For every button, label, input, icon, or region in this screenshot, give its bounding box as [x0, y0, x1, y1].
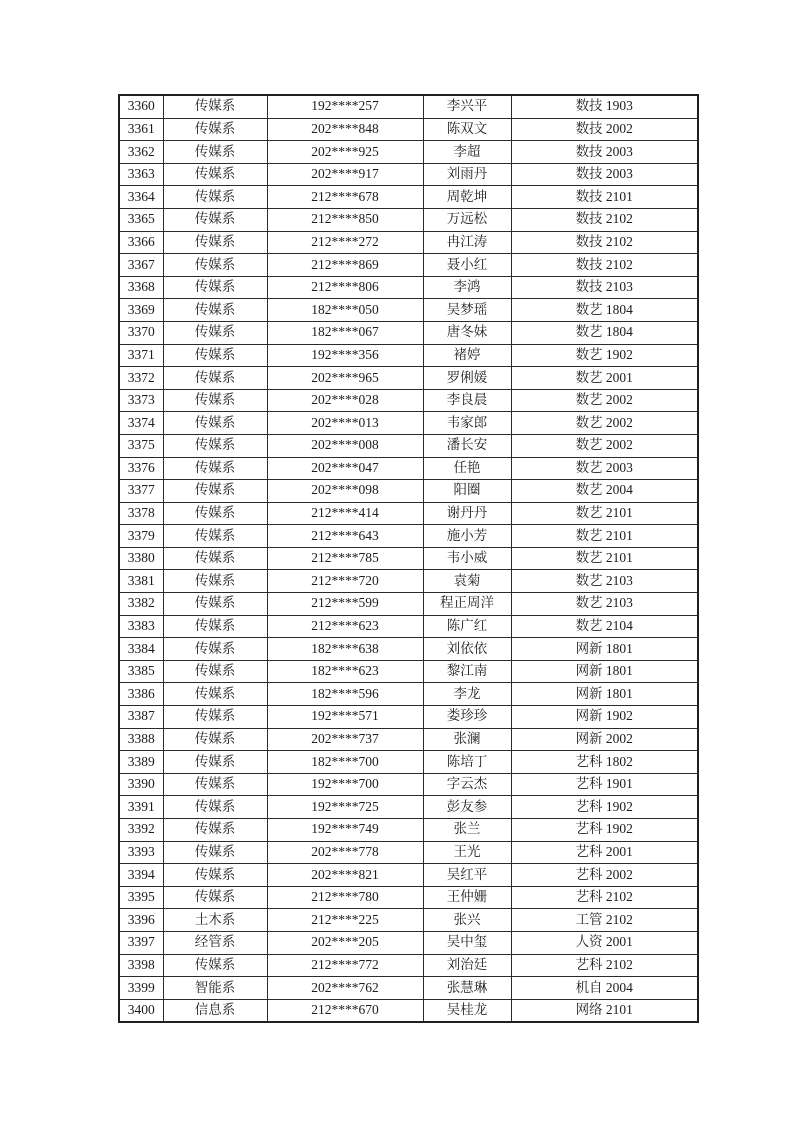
- department-cell: 传媒系: [163, 706, 267, 729]
- class-cell: 数艺 2104: [511, 615, 698, 638]
- class-cell: 艺科 1902: [511, 819, 698, 842]
- name-cell: 陈培丁: [423, 751, 511, 774]
- table-row: [119, 254, 698, 277]
- class-cell: 数技 2101: [511, 186, 698, 209]
- serial-number-cell: 3378: [119, 502, 163, 525]
- class-cell: 艺科 1802: [511, 751, 698, 774]
- department-cell: 传媒系: [163, 95, 267, 118]
- department-cell: 传媒系: [163, 886, 267, 909]
- student-id-cell: 212****869: [267, 254, 423, 277]
- serial-number-cell: 3364: [119, 186, 163, 209]
- class-cell: 网新 1801: [511, 660, 698, 683]
- table-row: [119, 457, 698, 480]
- table-row: [119, 706, 698, 729]
- class-cell: 数艺 2001: [511, 367, 698, 390]
- department-cell: 传媒系: [163, 163, 267, 186]
- name-cell: 谢丹丹: [423, 502, 511, 525]
- table-row: [119, 389, 698, 412]
- serial-number-cell: 3387: [119, 706, 163, 729]
- student-id-cell: 192****749: [267, 819, 423, 842]
- department-cell: 传媒系: [163, 728, 267, 751]
- name-cell: 吴梦瑶: [423, 299, 511, 322]
- student-id-cell: 202****821: [267, 864, 423, 887]
- name-cell: 张慧琳: [423, 977, 511, 1000]
- student-id-cell: 212****272: [267, 231, 423, 254]
- department-cell: 传媒系: [163, 434, 267, 457]
- department-cell: 传媒系: [163, 773, 267, 796]
- table-row: [119, 796, 698, 819]
- department-cell: 信息系: [163, 999, 267, 1022]
- serial-number-cell: 3396: [119, 909, 163, 932]
- name-cell: 潘长安: [423, 434, 511, 457]
- department-cell: 传媒系: [163, 864, 267, 887]
- name-cell: 褚婷: [423, 344, 511, 367]
- student-id-cell: 212****414: [267, 502, 423, 525]
- student-id-cell: 192****725: [267, 796, 423, 819]
- student-id-cell: 182****638: [267, 638, 423, 661]
- department-cell: 传媒系: [163, 389, 267, 412]
- name-cell: 韦小威: [423, 547, 511, 570]
- table-row: [119, 141, 698, 164]
- class-cell: 数技 2103: [511, 276, 698, 299]
- name-cell: 陈广红: [423, 615, 511, 638]
- serial-number-cell: 3390: [119, 773, 163, 796]
- serial-number-cell: 3392: [119, 819, 163, 842]
- class-cell: 数技 2002: [511, 118, 698, 141]
- student-id-cell: 202****008: [267, 434, 423, 457]
- class-cell: 数艺 1902: [511, 344, 698, 367]
- class-cell: 数艺 2002: [511, 434, 698, 457]
- name-cell: 万远松: [423, 208, 511, 231]
- name-cell: 黎江南: [423, 660, 511, 683]
- serial-number-cell: 3383: [119, 615, 163, 638]
- department-cell: 传媒系: [163, 954, 267, 977]
- name-cell: 张兴: [423, 909, 511, 932]
- name-cell: 施小芳: [423, 525, 511, 548]
- student-id-cell: 182****050: [267, 299, 423, 322]
- student-id-cell: 212****599: [267, 593, 423, 616]
- serial-number-cell: 3362: [119, 141, 163, 164]
- department-cell: 传媒系: [163, 547, 267, 570]
- student-id-cell: 202****047: [267, 457, 423, 480]
- serial-number-cell: 3373: [119, 389, 163, 412]
- table-row: [119, 547, 698, 570]
- class-cell: 数艺 2004: [511, 480, 698, 503]
- student-id-cell: 212****772: [267, 954, 423, 977]
- class-cell: 数技 2102: [511, 208, 698, 231]
- table-row: [119, 819, 698, 842]
- student-id-cell: 192****257: [267, 95, 423, 118]
- student-id-cell: 202****965: [267, 367, 423, 390]
- student-id-cell: 212****643: [267, 525, 423, 548]
- class-cell: 艺科 1901: [511, 773, 698, 796]
- student-id-cell: 202****737: [267, 728, 423, 751]
- class-cell: 网新 2002: [511, 728, 698, 751]
- class-cell: 数艺 1804: [511, 321, 698, 344]
- serial-number-cell: 3389: [119, 751, 163, 774]
- serial-number-cell: 3397: [119, 931, 163, 954]
- name-cell: 袁菊: [423, 570, 511, 593]
- student-id-cell: 182****700: [267, 751, 423, 774]
- department-cell: 传媒系: [163, 231, 267, 254]
- department-cell: 经管系: [163, 931, 267, 954]
- class-cell: 网新 1801: [511, 638, 698, 661]
- department-cell: 传媒系: [163, 796, 267, 819]
- name-cell: 王仲姗: [423, 886, 511, 909]
- class-cell: 工管 2102: [511, 909, 698, 932]
- name-cell: 李良晨: [423, 389, 511, 412]
- serial-number-cell: 3382: [119, 593, 163, 616]
- department-cell: 传媒系: [163, 593, 267, 616]
- student-id-cell: 182****067: [267, 321, 423, 344]
- student-roster-table: [118, 94, 699, 1023]
- serial-number-cell: 3371: [119, 344, 163, 367]
- table-row: [119, 163, 698, 186]
- serial-number-cell: 3381: [119, 570, 163, 593]
- serial-number-cell: 3372: [119, 367, 163, 390]
- table-row: [119, 593, 698, 616]
- department-cell: 传媒系: [163, 638, 267, 661]
- student-id-cell: 212****623: [267, 615, 423, 638]
- student-id-cell: 212****225: [267, 909, 423, 932]
- department-cell: 土木系: [163, 909, 267, 932]
- table-row: [119, 954, 698, 977]
- serial-number-cell: 3379: [119, 525, 163, 548]
- department-cell: 传媒系: [163, 525, 267, 548]
- serial-number-cell: 3363: [119, 163, 163, 186]
- table-row: [119, 751, 698, 774]
- serial-number-cell: 3377: [119, 480, 163, 503]
- table-row: [119, 480, 698, 503]
- department-cell: 传媒系: [163, 615, 267, 638]
- serial-number-cell: 3369: [119, 299, 163, 322]
- department-cell: 传媒系: [163, 254, 267, 277]
- department-cell: 传媒系: [163, 819, 267, 842]
- class-cell: 数艺 2103: [511, 570, 698, 593]
- table-row: [119, 773, 698, 796]
- department-cell: 传媒系: [163, 208, 267, 231]
- serial-number-cell: 3360: [119, 95, 163, 118]
- department-cell: 传媒系: [163, 412, 267, 435]
- department-cell: 传媒系: [163, 344, 267, 367]
- serial-number-cell: 3374: [119, 412, 163, 435]
- class-cell: 数技 1903: [511, 95, 698, 118]
- student-id-cell: 212****678: [267, 186, 423, 209]
- department-cell: 传媒系: [163, 186, 267, 209]
- table-row: [119, 683, 698, 706]
- name-cell: 李兴平: [423, 95, 511, 118]
- table-row: [119, 412, 698, 435]
- name-cell: 刘雨丹: [423, 163, 511, 186]
- name-cell: 刘依依: [423, 638, 511, 661]
- class-cell: 数技 2003: [511, 141, 698, 164]
- table-row: [119, 118, 698, 141]
- table-row: [119, 660, 698, 683]
- table-row: [119, 434, 698, 457]
- name-cell: 任艳: [423, 457, 511, 480]
- class-cell: 数艺 2101: [511, 525, 698, 548]
- class-cell: 数艺 1804: [511, 299, 698, 322]
- serial-number-cell: 3368: [119, 276, 163, 299]
- department-cell: 传媒系: [163, 570, 267, 593]
- table-row: [119, 999, 698, 1022]
- serial-number-cell: 3388: [119, 728, 163, 751]
- serial-number-cell: 3395: [119, 886, 163, 909]
- serial-number-cell: 3398: [119, 954, 163, 977]
- table-row: [119, 886, 698, 909]
- table-row: [119, 95, 698, 118]
- class-cell: 网新 1801: [511, 683, 698, 706]
- student-id-cell: 212****670: [267, 999, 423, 1022]
- name-cell: 李鸿: [423, 276, 511, 299]
- class-cell: 艺科 2001: [511, 841, 698, 864]
- name-cell: 聂小红: [423, 254, 511, 277]
- student-id-cell: 182****596: [267, 683, 423, 706]
- student-id-cell: 192****571: [267, 706, 423, 729]
- student-id-cell: 212****780: [267, 886, 423, 909]
- department-cell: 传媒系: [163, 751, 267, 774]
- table-row: [119, 864, 698, 887]
- serial-number-cell: 3391: [119, 796, 163, 819]
- roster-table-body: [119, 95, 698, 1022]
- table-row: [119, 208, 698, 231]
- serial-number-cell: 3367: [119, 254, 163, 277]
- name-cell: 张兰: [423, 819, 511, 842]
- department-cell: 传媒系: [163, 683, 267, 706]
- student-id-cell: 202****028: [267, 389, 423, 412]
- student-id-cell: 212****850: [267, 208, 423, 231]
- table-row: [119, 502, 698, 525]
- table-row: [119, 367, 698, 390]
- class-cell: 数艺 2003: [511, 457, 698, 480]
- student-id-cell: 202****917: [267, 163, 423, 186]
- table-row: [119, 728, 698, 751]
- serial-number-cell: 3366: [119, 231, 163, 254]
- department-cell: 传媒系: [163, 141, 267, 164]
- student-id-cell: 212****785: [267, 547, 423, 570]
- class-cell: 数艺 2101: [511, 547, 698, 570]
- serial-number-cell: 3394: [119, 864, 163, 887]
- class-cell: 数艺 2101: [511, 502, 698, 525]
- department-cell: 传媒系: [163, 457, 267, 480]
- table-row: [119, 186, 698, 209]
- class-cell: 数技 2003: [511, 163, 698, 186]
- name-cell: 陈双文: [423, 118, 511, 141]
- table-row: [119, 276, 698, 299]
- class-cell: 艺科 2102: [511, 954, 698, 977]
- serial-number-cell: 3370: [119, 321, 163, 344]
- department-cell: 传媒系: [163, 118, 267, 141]
- department-cell: 传媒系: [163, 367, 267, 390]
- serial-number-cell: 3380: [119, 547, 163, 570]
- name-cell: 张澜: [423, 728, 511, 751]
- name-cell: 吴红平: [423, 864, 511, 887]
- class-cell: 人资 2001: [511, 931, 698, 954]
- name-cell: 程正周洋: [423, 593, 511, 616]
- name-cell: 李龙: [423, 683, 511, 706]
- student-id-cell: 192****356: [267, 344, 423, 367]
- student-id-cell: 212****806: [267, 276, 423, 299]
- class-cell: 机自 2004: [511, 977, 698, 1000]
- table-row: [119, 321, 698, 344]
- name-cell: 王光: [423, 841, 511, 864]
- class-cell: 艺科 2102: [511, 886, 698, 909]
- name-cell: 周乾坤: [423, 186, 511, 209]
- student-id-cell: 182****623: [267, 660, 423, 683]
- serial-number-cell: 3386: [119, 683, 163, 706]
- student-id-cell: 202****098: [267, 480, 423, 503]
- department-cell: 传媒系: [163, 480, 267, 503]
- serial-number-cell: 3385: [119, 660, 163, 683]
- class-cell: 数艺 2002: [511, 412, 698, 435]
- serial-number-cell: 3375: [119, 434, 163, 457]
- table-row: [119, 231, 698, 254]
- serial-number-cell: 3376: [119, 457, 163, 480]
- name-cell: 唐冬妹: [423, 321, 511, 344]
- serial-number-cell: 3400: [119, 999, 163, 1022]
- class-cell: 数艺 2103: [511, 593, 698, 616]
- table-row: [119, 638, 698, 661]
- name-cell: 娄珍珍: [423, 706, 511, 729]
- department-cell: 传媒系: [163, 660, 267, 683]
- name-cell: 李超: [423, 141, 511, 164]
- name-cell: 吴中玺: [423, 931, 511, 954]
- table-row: [119, 841, 698, 864]
- serial-number-cell: 3384: [119, 638, 163, 661]
- student-id-cell: 202****848: [267, 118, 423, 141]
- name-cell: 吴桂龙: [423, 999, 511, 1022]
- table-row: [119, 931, 698, 954]
- name-cell: 阳圈: [423, 480, 511, 503]
- department-cell: 智能系: [163, 977, 267, 1000]
- student-id-cell: 202****013: [267, 412, 423, 435]
- student-id-cell: 202****762: [267, 977, 423, 1000]
- student-id-cell: 212****720: [267, 570, 423, 593]
- class-cell: 数艺 2002: [511, 389, 698, 412]
- name-cell: 字云杰: [423, 773, 511, 796]
- name-cell: 刘治廷: [423, 954, 511, 977]
- class-cell: 数技 2102: [511, 231, 698, 254]
- student-id-cell: 202****205: [267, 931, 423, 954]
- student-id-cell: 192****700: [267, 773, 423, 796]
- department-cell: 传媒系: [163, 502, 267, 525]
- student-id-cell: 202****925: [267, 141, 423, 164]
- serial-number-cell: 3365: [119, 208, 163, 231]
- student-id-cell: 202****778: [267, 841, 423, 864]
- class-cell: 艺科 1902: [511, 796, 698, 819]
- table-row: [119, 615, 698, 638]
- class-cell: 艺科 2002: [511, 864, 698, 887]
- department-cell: 传媒系: [163, 299, 267, 322]
- class-cell: 网络 2101: [511, 999, 698, 1022]
- department-cell: 传媒系: [163, 841, 267, 864]
- table-row: [119, 909, 698, 932]
- name-cell: 彭友参: [423, 796, 511, 819]
- department-cell: 传媒系: [163, 321, 267, 344]
- serial-number-cell: 3393: [119, 841, 163, 864]
- serial-number-cell: 3399: [119, 977, 163, 1000]
- department-cell: 传媒系: [163, 276, 267, 299]
- class-cell: 网新 1902: [511, 706, 698, 729]
- table-row: [119, 344, 698, 367]
- table-row: [119, 299, 698, 322]
- name-cell: 冉江涛: [423, 231, 511, 254]
- name-cell: 韦家郎: [423, 412, 511, 435]
- class-cell: 数技 2102: [511, 254, 698, 277]
- name-cell: 罗俐媛: [423, 367, 511, 390]
- serial-number-cell: 3361: [119, 118, 163, 141]
- table-row: [119, 570, 698, 593]
- table-row: [119, 977, 698, 1000]
- table-row: [119, 525, 698, 548]
